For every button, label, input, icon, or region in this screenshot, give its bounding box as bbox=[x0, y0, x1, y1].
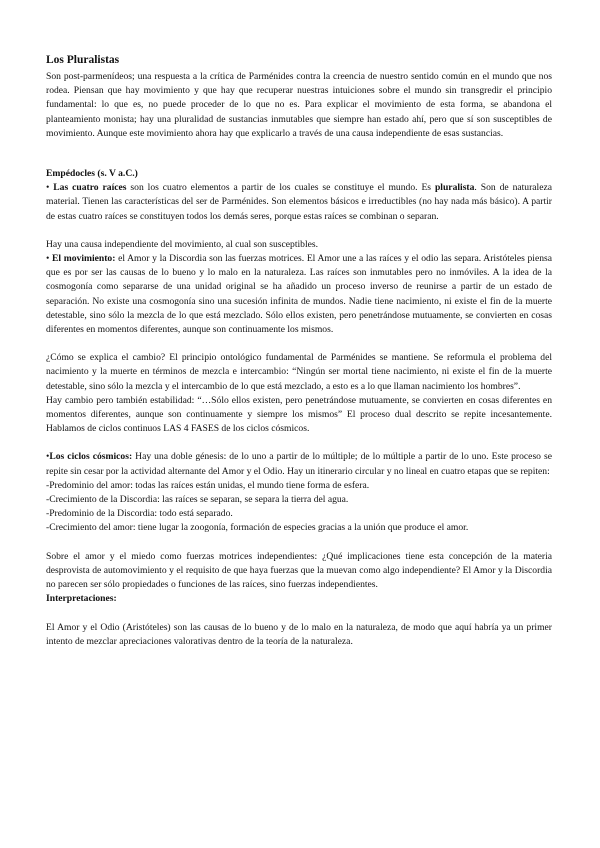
cambio-paragraph-1: ¿Cómo se explica el cambio? El principio ontológico fundamental de Parménides se mantiene. Se reformula el problema del nacimiento y la muerte en términos de mezcla e intercambio: “Ningún ser mortal tiene nacimiento, ni existe el fin de la muerte detestable, sino sólo la mezcla y el intercambio de lo que está mezclado, a esto es a lo que llaman nacimiento los hombres”. bbox=[46, 352, 552, 392]
spacer bbox=[46, 607, 552, 621]
cambio-paragraph-2: Hay cambio pero también estabilidad: “…Sólo ellos existen, pero penetrándose mutuamente, se convierten en cosas diferentes en momentos diferentes, aunque son continuamente y siempre los mismos” El proceso dual descrito se repite incesantemente. Hablamos de ciclos continuos LAS 4 FASES de los ciclos cósmicos. bbox=[46, 394, 552, 435]
page-title: Los Pluralistas bbox=[46, 54, 120, 66]
spacer bbox=[46, 141, 552, 167]
ciclos-label: Los ciclos cósmicos: bbox=[49, 451, 133, 463]
spacer bbox=[46, 224, 552, 238]
etapa-3: -Predominio de la Discordia: todo está separado. bbox=[46, 508, 233, 520]
intro-paragraph: Son post-parmenídeos; una respuesta a la crítica de Parménides contra la creencia de nuestro sentido común en el mundo que nos rodea. Piensan que hay movimiento y que hay que recuperar nuestras intuiciones sobre el mundo sin transgredir el principio fundamental: lo que es, no puede proceder de lo que no es. Para explicar el movimiento de esta forma, se abandona el planteamiento monista; hay una pluralidad de sustancias inmutables que siempre han estado ahí, pero que sí son susceptibles de movimiento. Aunque este movimiento ahora hay que explicarlo a través de una causa independiente de esas sustancias. bbox=[46, 71, 552, 139]
spacer bbox=[46, 536, 552, 550]
raices-text-b: . Son de naturaleza material. Tienen las características del ser de Parménides. Son elementos básicos e irreductibles (no hay nada más básico). A partir de estas cuatro raíces se constituyen todos los demás seres, porque estas raíces se combinan o separan. bbox=[46, 182, 552, 222]
ciclos-text: Hay una doble génesis: de lo uno a partir de lo múltiple; de lo múltiple a partir de lo uno. Este proceso se repite sin cesar por la actividad alternante del Amor y el Odio. Hay un itinerario circular y no lineal en cuatro etapas que se repiten: bbox=[46, 451, 552, 477]
section-heading-empedocles: Empédocles (s. V a.C.) bbox=[46, 168, 138, 180]
movimiento-label: El movimiento: bbox=[52, 253, 116, 265]
spacer bbox=[46, 337, 552, 351]
bullet: • bbox=[46, 182, 54, 194]
pluralista-word: pluralista bbox=[434, 182, 475, 194]
raices-text-a: son los cuatro elementos a partir de los cuales se constituye el mundo. Es bbox=[126, 182, 435, 194]
causa-line: Hay una causa independiente del movimiento, al cual son susceptibles. bbox=[46, 238, 319, 250]
interpretaciones-paragraph: El Amor y el Odio (Aristóteles) son las causas de lo bueno y de lo malo en la naturaleza, de modo que aquí habría ya un primer intento de mezclar apreciaciones valorativas dentro de la teoría de la naturaleza. bbox=[46, 621, 552, 647]
spacer bbox=[46, 436, 552, 450]
fuerzas-paragraph: Sobre el amor y el miedo como fuerzas motrices independientes: ¿Qué implicaciones tiene esta concepción de la materia desprovista de automovimiento y el requisito de que haya fuerzas que la muevan como algo independiente? El Amor y la Discordia no parecen ser sólo propiedades o funciones de las raíces, sino fuerzas independientes. bbox=[46, 550, 552, 591]
etapa-4: -Crecimiento del amor: tiene lugar la zoogonía, formación de especies gracias a la unión que produce el amor. bbox=[46, 522, 469, 534]
movimiento-paragraph bbox=[46, 252, 552, 337]
raices-label: Las cuatro raíces bbox=[53, 182, 127, 194]
bullet: • bbox=[46, 451, 50, 463]
etapa-1: -Predominio del amor: todas las raíces están unidas, el mundo tiene forma de esfera. bbox=[46, 479, 370, 491]
etapa-2: -Crecimiento de la Discordia: las raíces se separan, se separa la tierra del agua. bbox=[46, 494, 349, 506]
bullet: • bbox=[46, 253, 53, 265]
interpretaciones-heading: Interpretaciones: bbox=[46, 593, 117, 605]
raices-paragraph bbox=[46, 181, 552, 224]
ciclos-paragraph bbox=[46, 450, 552, 478]
movimiento-text: el Amor y la Discordia son las fuerzas motrices. El Amor une a las raíces y el odio las separa. Aristóteles piensa que es por ser las causas de lo bueno y lo malo en la naturaleza. Las raíces son inmutables pero no inmóviles. A la idea de la cosmogonía como separarse de una unidad original se ha añadido un proceso inverso de reunirse a partir de un estado de separación. No existe una cosmogonía sino una sucesión infinita de mundos. Nadie tiene nacimiento, ni existe el fin de la muerte detestable, sino sólo la mezcla de lo que está mezclado. Sólo ellos existen, pero penetrándose mutuamente, se convierten en cosas diferentes en momentos diferentes, aunque son continuamente los mismos. bbox=[46, 253, 552, 336]
